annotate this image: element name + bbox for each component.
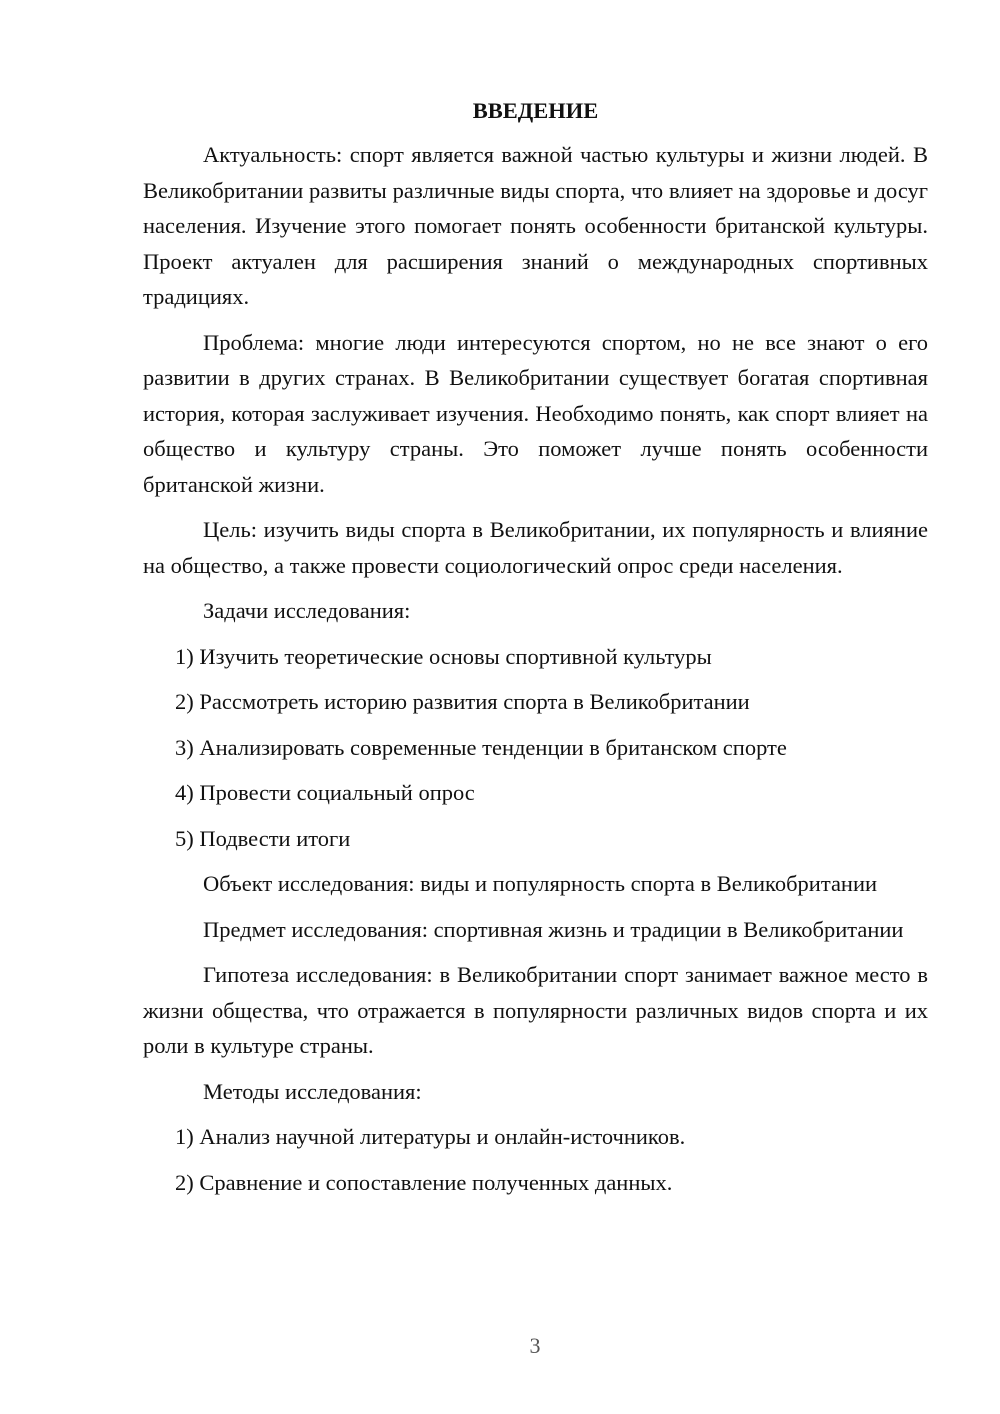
object-paragraph: Объект исследования: виды и популярность спорта в Великобритании: [203, 871, 878, 896]
hypothesis-paragraph: Гипотеза исследования: в Великобритании спорт занимает важное место в жизни общества, что отражается в популярности различных видов спорта и их роли в культуре страны.: [143, 962, 928, 1058]
page-title: ВВЕДЕНИЕ: [472, 98, 599, 123]
goal-paragraph: Цель: изучить виды спорта в Великобритании, их популярность и влияние на общество, а также провести социологический опрос среди населения.: [143, 517, 928, 578]
task-item: 2) Рассмотреть историю развития спорта в Великобритании: [175, 689, 750, 714]
task-item: 4) Провести социальный опрос: [175, 780, 475, 805]
task-item: 5) Подвести итоги: [175, 825, 351, 851]
task-item: 1) Изучить теоретические основы спортивной культуры: [175, 643, 712, 669]
methods-label: Методы исследования:: [203, 1078, 422, 1104]
task-item: 3) Анализировать современные тенденции в британском спорте: [175, 734, 787, 760]
tasks-label: Задачи исследования:: [203, 598, 411, 623]
problem-paragraph: Проблема: многие люди интересуются спортом, но не все знают о его развитии в других странах. В Великобритании существует богатая спортивная история, которая заслуживает изучения. Необходимо понять, как спорт влияет на общество и культуру страны. Это поможет лучше понять особенности британской жизни.: [143, 329, 928, 497]
relevance-paragraph: Актуальность: спорт является важной частью культуры и жизни людей. В Великобритании развиты различные виды спорта, что влияет на здоровье и досуг населения. Изучение этого помогает понять особенности британской культуры. Проект актуален для расширения знаний о международных спортивных традициях.: [143, 142, 928, 309]
page-number: 3: [529, 1333, 541, 1358]
method-item: 1) Анализ научной литературы и онлайн-источников.: [175, 1124, 686, 1149]
page-content: [143, 95, 928, 1210]
method-item: 2) Сравнение и сопоставление полученных данных.: [175, 1169, 673, 1195]
subject-paragraph: Предмет исследования: спортивная жизнь и традиции в Великобритании: [203, 916, 904, 942]
